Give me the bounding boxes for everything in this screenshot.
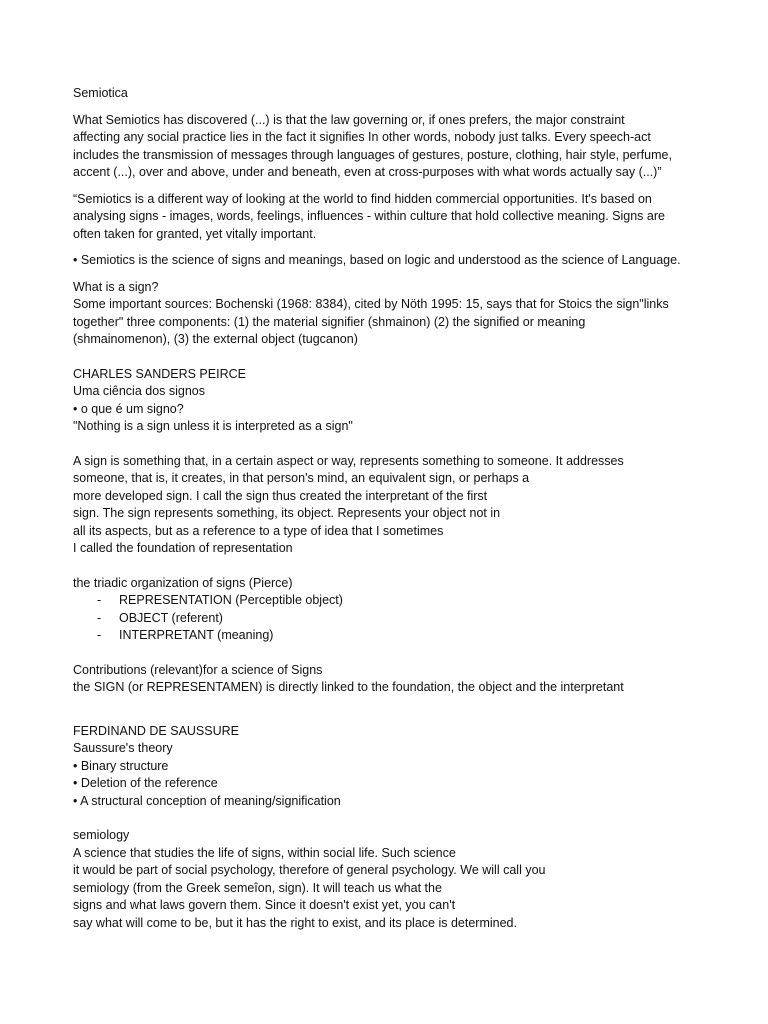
triadic-item-label: OBJECT (referent) — [119, 610, 223, 625]
quote-paragraph — [73, 191, 703, 244]
triadic-item-label: REPRESENTATION (Perceptible object) — [119, 593, 343, 607]
triadic-heading: the triadic organization of signs (Pierce) — [73, 575, 293, 590]
contributions-heading: Contributions (relevant)for a science of Signs — [73, 662, 323, 677]
semiology-line: it would be part of social psychology, therefore of general psychology. We will call you — [73, 863, 546, 877]
triadic-list-item — [73, 592, 703, 610]
semiology-line: say what will come to be, but it has the right to exist, and its place is determined. — [73, 915, 517, 930]
contributions-line: the SIGN (or REPRESENTAMEN) is directly linked to the foundation, the object and the interpretant — [73, 680, 624, 694]
semiology-line: semiology (from the Greek semeîon, sign). It will teach us what the — [73, 880, 442, 895]
sign-definition-line: more developed sign. I call the sign thus created the interpretant of the first — [73, 488, 488, 503]
sign-definition-paragraph — [73, 453, 703, 558]
dash-marker: - — [97, 610, 102, 625]
quote-line: “Semiotics is a different way of looking at the world to find hidden commercial opportunities. It's based on — [73, 191, 652, 206]
saussure-bullet: • Deletion of the reference — [73, 776, 218, 790]
what-is-sign-line: Some important sources: Bochenski (1968: 8384), cited by Nöth 1995: 15, says that for Stoics the sign"links — [73, 297, 669, 311]
dash-marker: - — [97, 593, 102, 607]
triadic-section — [73, 575, 703, 645]
sign-definition-line: sign. The sign represents something, its object. Represents your object not in — [73, 506, 501, 520]
saussure-bullet: • A structural conception of meaning/signification — [73, 793, 341, 808]
peirce-line: Uma ciência dos signos — [73, 384, 206, 398]
semiology-section — [73, 827, 703, 932]
saussure-bullet: • Binary structure — [73, 758, 169, 773]
sign-definition-line: all its aspects, but as a reference to a type of idea that I sometimes — [73, 523, 444, 538]
intro-line: What Semiotics has discovered (...) is that the law governing or, if ones prefers, the major constraint — [73, 112, 625, 127]
what-is-sign-paragraph — [73, 279, 703, 349]
quote-line: often taken for granted, yet vitally important. — [73, 226, 317, 241]
semiotics-bullet: • Semiotics is the science of signs and meanings, based on logic and understood as the science of Language. — [73, 253, 681, 267]
semiology-heading: semiology — [73, 828, 130, 842]
triadic-list-item — [73, 627, 703, 645]
triadic-list-item — [73, 610, 703, 628]
peirce-quote: "Nothing is a sign unless it is interpreted as a sign" — [73, 419, 353, 433]
document-body — [73, 85, 703, 932]
contributions-paragraph — [73, 662, 703, 697]
semiology-line: signs and what laws govern them. Since it doesn't exist yet, you can't — [73, 898, 456, 912]
semiology-line: A science that studies the life of signs, within social life. Such science — [73, 845, 456, 860]
saussure-section — [73, 723, 703, 811]
intro-line: includes the transmission of messages through languages of gestures, posture, clothing, hair style, perfume, — [73, 147, 672, 162]
peirce-line: • o que é um signo? — [73, 401, 184, 416]
triadic-item-label: INTERPRETANT (meaning) — [119, 628, 274, 642]
sign-definition-line: someone, that is, it creates, in that person's mind, an equivalent sign, or perhaps a — [73, 471, 530, 485]
what-is-sign-heading: What is a sign? — [73, 279, 159, 294]
saussure-line: Saussure's theory — [73, 741, 173, 755]
quote-line: analysing signs - images, words, feelings, influences - within culture that hold collective meaning. Signs are — [73, 209, 665, 223]
sign-definition-line: I called the foundation of representation — [73, 541, 293, 555]
document-title: Semiotica — [73, 86, 128, 100]
peirce-heading: CHARLES SANDERS PEIRCE — [73, 366, 246, 381]
what-is-sign-line: (shmainomenon), (3) the external object (tugcanon) — [73, 332, 358, 346]
intro-line: accent (...), over and above, under and beneath, even at cross-purposes with what words actually say (...)” — [73, 165, 662, 179]
intro-line: affecting any social practice lies in the fact it signifies In other words, nobody just talks. Every speech-act — [73, 130, 651, 144]
dash-marker: - — [97, 628, 102, 642]
saussure-heading: FERDINAND DE SAUSSURE — [73, 723, 239, 738]
peirce-section — [73, 366, 703, 436]
sign-definition-line: A sign is something that, in a certain aspect or way, represents something to someone. It addresses — [73, 453, 624, 468]
what-is-sign-line: together" three components: (1) the material signifier (shmainon) (2) the signified or meaning — [73, 314, 586, 329]
intro-paragraph — [73, 112, 703, 182]
